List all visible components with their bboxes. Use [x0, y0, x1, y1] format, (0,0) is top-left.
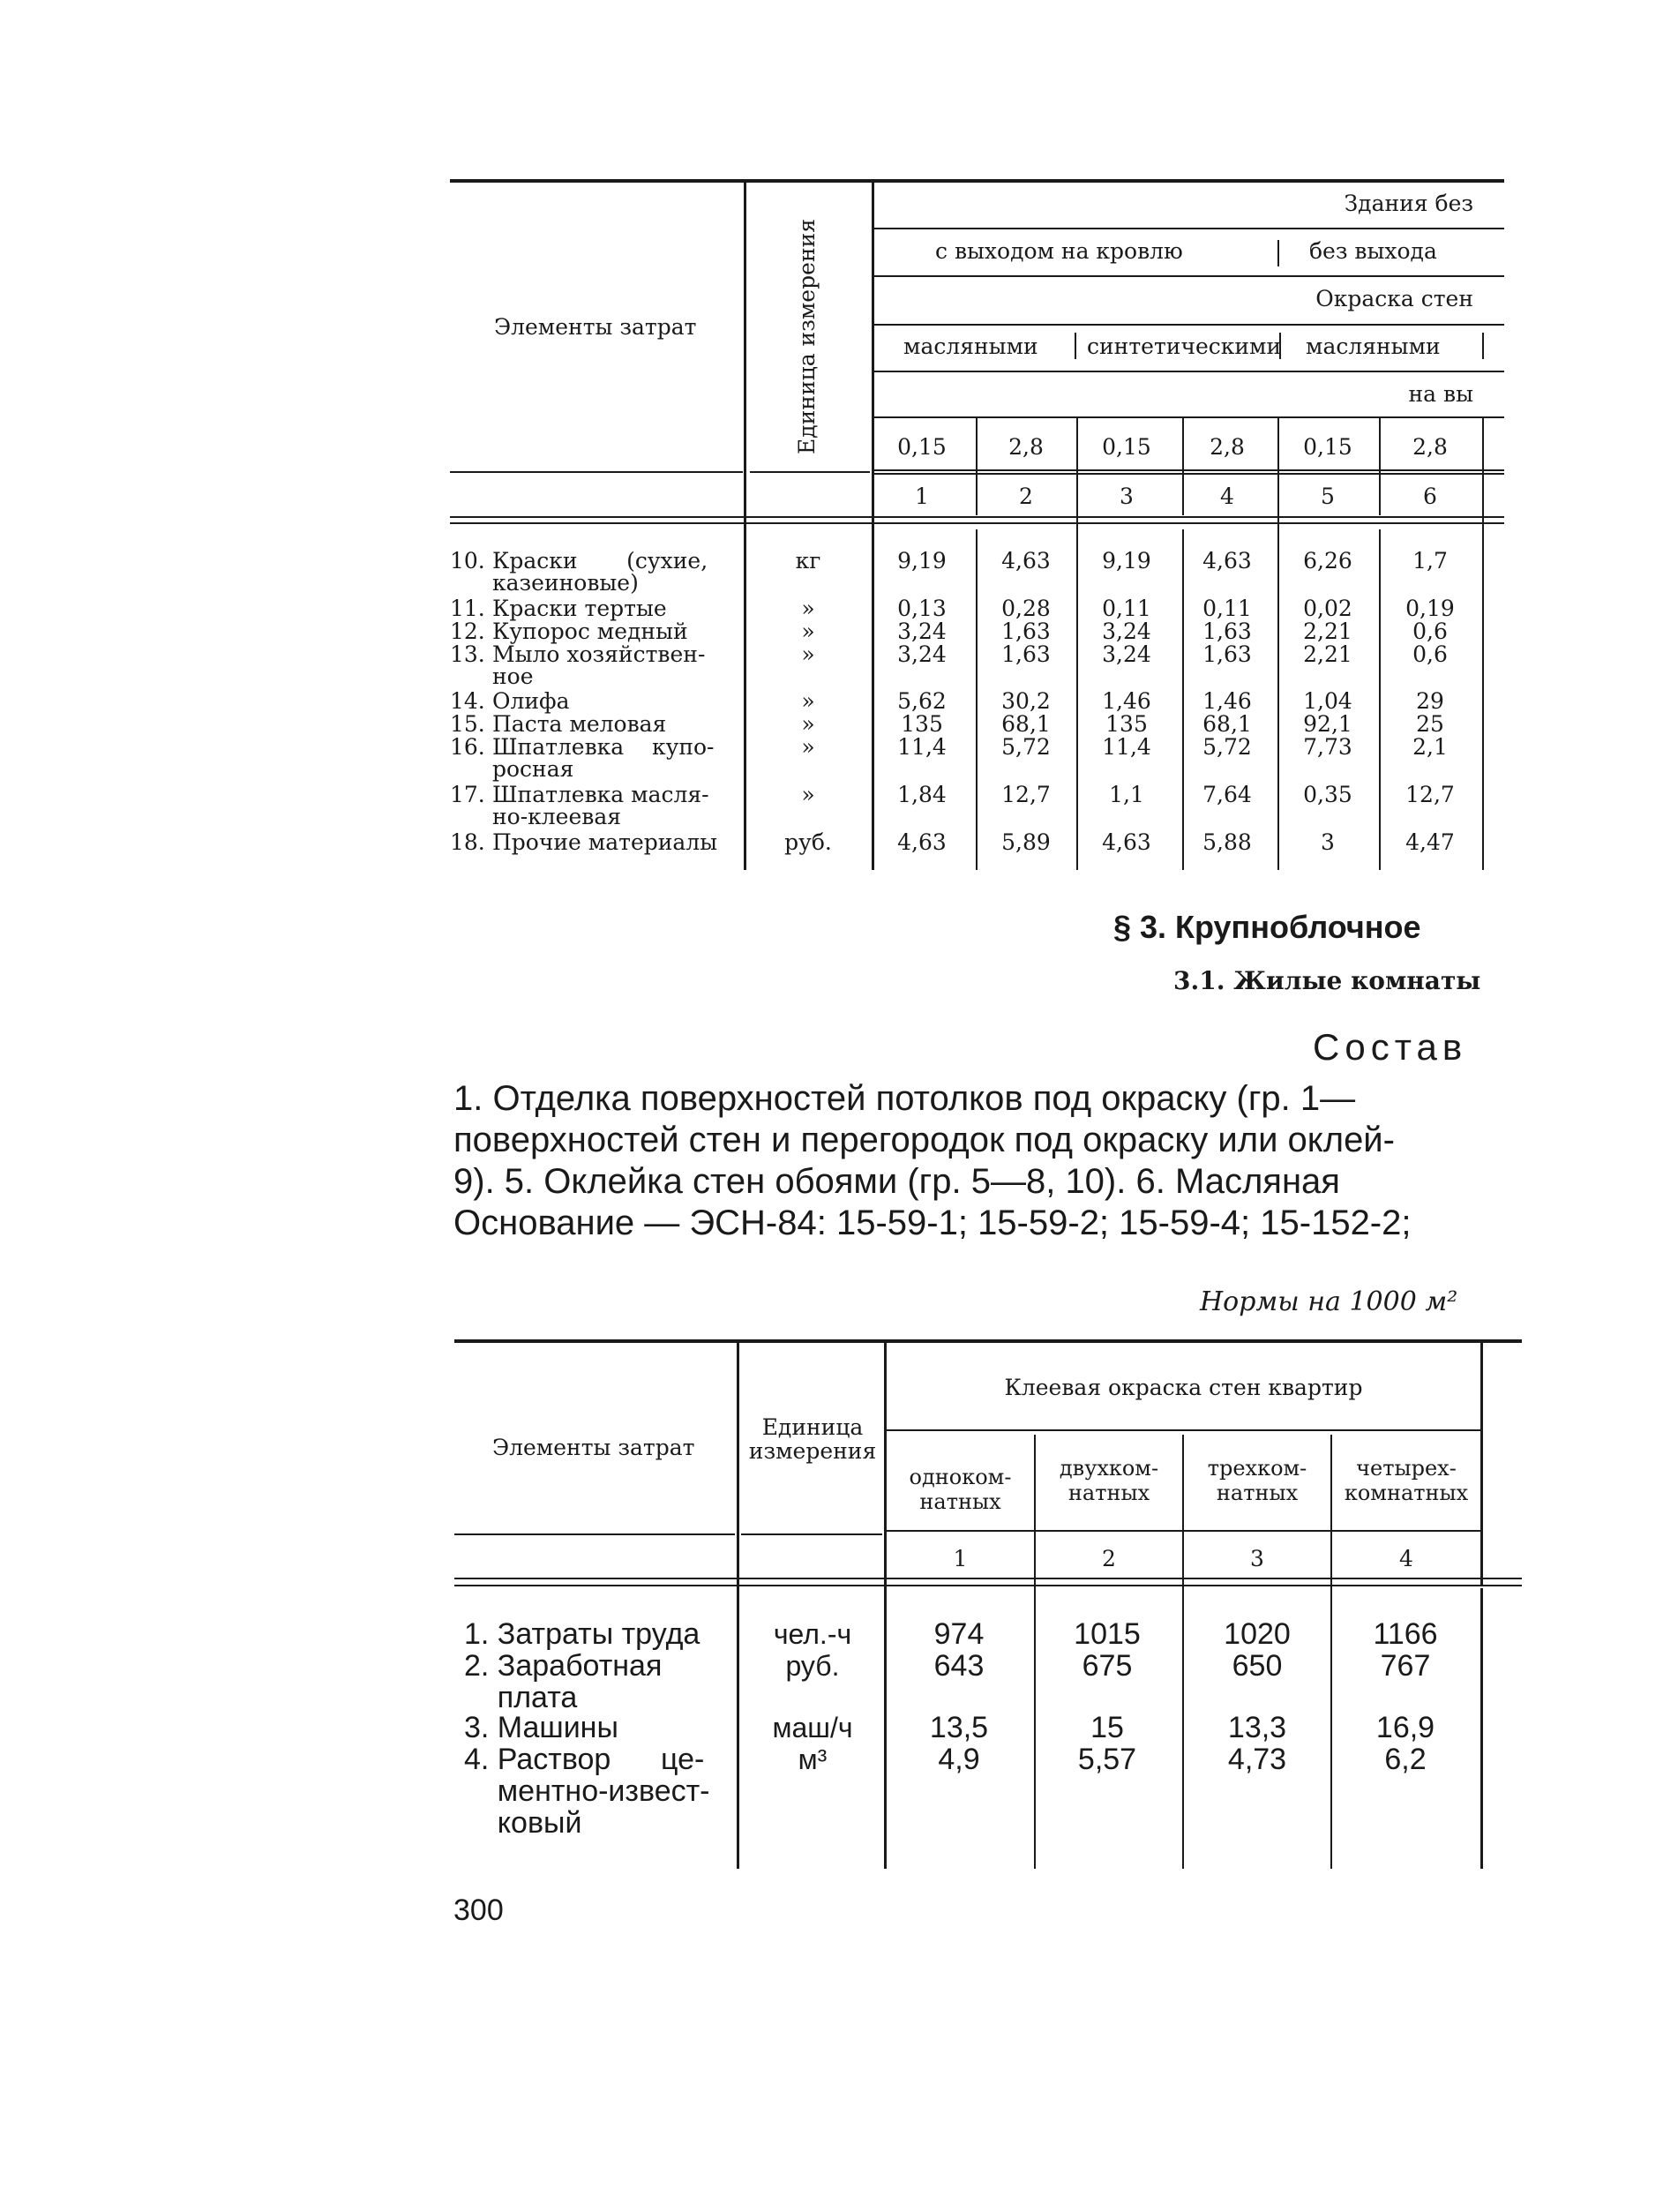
- t2-row-label: ковый: [464, 1806, 582, 1840]
- t2-row-label: 1. Затраты труда: [464, 1617, 700, 1651]
- t1-row-unit: »: [801, 782, 815, 807]
- t2-col-header: натных: [919, 1489, 1001, 1514]
- t2-cell: 1015: [1074, 1617, 1141, 1651]
- t1-oil-1: масляными: [903, 334, 1038, 359]
- t1-cell: 0,6: [1412, 641, 1448, 667]
- t1-cell: 4,63: [1202, 548, 1252, 574]
- t1-row-number: 18.: [450, 829, 485, 855]
- t1-cell: 12,7: [1405, 782, 1455, 807]
- paragraph-line: поверхностей стен и перегородок под окраску или оклей-: [453, 1121, 1395, 1159]
- t1-row-number: 16.: [450, 734, 485, 760]
- t1-cell: 1,46: [1102, 688, 1151, 714]
- paragraph-line: 9). 5. Оклейка стен обоями (гр. 5—8, 10). 6. Масляная: [453, 1162, 1340, 1201]
- t1-synthetic: синтетическими: [1087, 334, 1282, 359]
- t1-cell: 25: [1416, 711, 1444, 737]
- t2-row-label: ментно-извест-: [464, 1774, 710, 1808]
- t2-colnum: 3: [1250, 1546, 1264, 1571]
- t1-cell: 1,63: [1001, 619, 1051, 644]
- t1-cell: 1,63: [1202, 641, 1252, 667]
- t1-row-label: но-клеевая: [492, 804, 622, 829]
- t2-row-label: 2. Заработная: [464, 1649, 663, 1683]
- t1-wall-painting: Окраска стен: [1315, 286, 1473, 311]
- t1-cell: 0,13: [897, 596, 947, 621]
- t1-row-number: 10.: [450, 548, 485, 574]
- t1-subval: 2,8: [1210, 434, 1245, 460]
- t1-cell: 4,63: [897, 829, 947, 855]
- t2-cell: 16,9: [1375, 1711, 1435, 1744]
- t1-cell: 5,72: [1202, 734, 1252, 760]
- t1-oil-2: масляными: [1306, 334, 1441, 359]
- t1-row-unit: кг: [795, 548, 821, 574]
- t1-row-label: Паста меловая: [492, 711, 667, 737]
- norms-label: Нормы на 1000 м²: [1200, 1286, 1458, 1317]
- t1-cell: 0,02: [1303, 596, 1352, 621]
- t2-elements-header: Элементы затрат: [492, 1435, 695, 1460]
- t1-cell: 3,24: [897, 619, 947, 644]
- t1-cell: 7,64: [1202, 782, 1252, 807]
- t1-cell: 9,19: [897, 548, 947, 574]
- t1-subval: 2,8: [1412, 434, 1448, 460]
- t1-row-label: Шпатлевка купо-: [492, 734, 715, 760]
- t1-colnum: 4: [1220, 484, 1234, 509]
- t1-row-number: 17.: [450, 782, 485, 807]
- t2-colnum: 1: [953, 1546, 968, 1571]
- t1-colnum: 5: [1321, 484, 1335, 509]
- t2-col-header: комнатных: [1344, 1481, 1469, 1505]
- t1-unit-header: Единица измерения: [794, 219, 820, 454]
- t1-height-note: на вы: [1408, 381, 1473, 407]
- t2-col-header: натных: [1067, 1481, 1150, 1505]
- t1-subval: 0,15: [1303, 434, 1352, 460]
- t1-row-label: Шпатлевка масля-: [492, 782, 709, 807]
- t1-cell: 2,21: [1303, 619, 1352, 644]
- t2-cell: 4,73: [1227, 1743, 1287, 1776]
- t1-row-unit: руб.: [784, 829, 832, 855]
- t2-unit-header-1: Единица: [761, 1414, 864, 1440]
- t1-cell: 3,24: [1102, 619, 1151, 644]
- t1-colnum: 3: [1120, 484, 1134, 509]
- t1-elements-header: Элементы затрат: [494, 314, 697, 340]
- t1-cell: 68,1: [1202, 711, 1252, 737]
- t1-row-label: Олифа: [492, 688, 570, 714]
- t2-cell: 5,57: [1077, 1743, 1137, 1776]
- t1-row-label: Краски тертые: [492, 596, 667, 621]
- t2-unit-header-2: измерения: [748, 1438, 877, 1464]
- t1-cell: 4,63: [1102, 829, 1151, 855]
- t1-cell: 0,28: [1001, 596, 1051, 621]
- t2-colnum: 2: [1102, 1546, 1116, 1571]
- t1-cell: 29: [1416, 688, 1444, 714]
- t1-row-number: 11.: [450, 596, 485, 621]
- t2-cell: 650: [1232, 1649, 1283, 1683]
- t2-row-label: плата: [464, 1681, 578, 1714]
- t2-col-header: четырех-: [1356, 1456, 1457, 1481]
- t2-col-header: одноком-: [909, 1465, 1012, 1489]
- t1-cell: 5,72: [1001, 734, 1051, 760]
- t1-cell: 1,63: [1001, 641, 1051, 667]
- t1-cell: 4,47: [1405, 829, 1455, 855]
- t1-cell: 1,84: [897, 782, 947, 807]
- t1-row-unit: »: [801, 596, 815, 621]
- t2-col-header: трехком-: [1207, 1456, 1307, 1481]
- t1-row-number: 12.: [450, 619, 485, 644]
- section-subtitle: 3.1. Жилые комнаты: [1173, 966, 1481, 995]
- t2-row-unit: м³: [798, 1743, 828, 1775]
- t1-cell: 5,62: [897, 688, 947, 714]
- t1-cell: 92,1: [1303, 711, 1352, 737]
- t1-cell: 1,1: [1109, 782, 1144, 807]
- t1-cell: 0,11: [1202, 596, 1252, 621]
- t2-cell: 1020: [1224, 1617, 1291, 1651]
- t2-row-unit: чел.-ч: [773, 1618, 852, 1650]
- t1-colnum: 6: [1423, 484, 1437, 509]
- t1-colnum: 2: [1019, 484, 1033, 509]
- t2-col-header: двухком-: [1059, 1456, 1159, 1481]
- t1-cell: 0,19: [1405, 596, 1455, 621]
- t1-row-label: ное: [492, 664, 534, 689]
- t1-row-label: Купорос медный: [492, 619, 688, 644]
- t1-cell: 135: [1105, 711, 1148, 737]
- t1-colnum: 1: [915, 484, 929, 509]
- t2-cell: 643: [933, 1649, 985, 1683]
- t1-cell: 5,88: [1202, 829, 1252, 855]
- t1-cell: 1,04: [1303, 688, 1352, 714]
- t2-cell: 13,5: [929, 1711, 989, 1744]
- t1-subval: 0,15: [897, 434, 947, 460]
- t1-cell: 2,21: [1303, 641, 1352, 667]
- t1-row-unit: »: [801, 688, 815, 714]
- t1-cell: 1,46: [1202, 688, 1252, 714]
- t2-cell: 13,3: [1227, 1711, 1287, 1744]
- t2-row-label: 3. Машины: [464, 1711, 618, 1744]
- section-title: § 3. Крупноблочное: [1113, 909, 1421, 945]
- t1-cell: 7,73: [1303, 734, 1352, 760]
- t1-cell: 2,1: [1412, 734, 1448, 760]
- t1-cell: 3: [1321, 829, 1335, 855]
- t1-cell: 68,1: [1001, 711, 1051, 737]
- t1-cell: 12,7: [1001, 782, 1051, 807]
- t2-row-label: 4. Раствор це-: [464, 1743, 705, 1776]
- t1-subval: 2,8: [1008, 434, 1044, 460]
- composition-heading: Состав: [1313, 1026, 1468, 1068]
- paragraph-line: Основание — ЭСН-84: 15-59-1; 15-59-2; 15-59-4; 15-152-2;: [453, 1203, 1412, 1242]
- t2-cell: 675: [1082, 1649, 1133, 1683]
- t1-buildings-header: Здания без: [1344, 191, 1473, 216]
- t1-cell: 135: [901, 711, 943, 737]
- t1-cell: 0,6: [1412, 619, 1448, 644]
- t2-cell: 4,9: [938, 1743, 980, 1776]
- t1-cell: 9,19: [1102, 548, 1151, 574]
- t1-with-roof-exit: с выходом на кровлю: [935, 238, 1183, 264]
- t2-col-header: натных: [1216, 1481, 1299, 1505]
- t1-cell: 4,63: [1001, 548, 1051, 574]
- t1-cell: 11,4: [897, 734, 947, 760]
- t1-row-label: росная: [492, 756, 574, 782]
- t2-cell: 974: [933, 1617, 985, 1651]
- t1-row-unit: »: [801, 641, 815, 667]
- t1-row-unit: »: [801, 619, 815, 644]
- t1-cell: 0,11: [1102, 596, 1151, 621]
- t1-row-unit: »: [801, 734, 815, 760]
- t2-group-header: Клеевая окраска стен квартир: [1004, 1375, 1363, 1400]
- t1-without-exit: без выхода: [1309, 238, 1437, 264]
- t1-cell: 0,35: [1303, 782, 1352, 807]
- t1-cell: 3,24: [1102, 641, 1151, 667]
- t1-row-label: Мыло хозяйствен-: [492, 641, 706, 667]
- t2-cell: 6,2: [1384, 1743, 1427, 1776]
- t1-cell: 3,24: [897, 641, 947, 667]
- t1-row-label: Краски (сухие,: [492, 548, 708, 574]
- paragraph-line: 1. Отделка поверхностей потолков под окраску (гр. 1—: [453, 1079, 1356, 1118]
- t1-cell: 11,4: [1102, 734, 1151, 760]
- t1-cell: 30,2: [1001, 688, 1051, 714]
- t2-colnum: 4: [1399, 1546, 1413, 1571]
- t2-cell: 15: [1090, 1711, 1124, 1744]
- t1-row-label: Прочие материалы: [492, 829, 718, 855]
- t1-row-number: 14.: [450, 688, 485, 714]
- t2-cell: 767: [1380, 1649, 1431, 1683]
- t1-row-unit: »: [801, 711, 815, 737]
- t1-row-label: казеиновые): [492, 570, 639, 596]
- t1-cell: 1,7: [1412, 548, 1448, 574]
- t1-row-number: 15.: [450, 711, 485, 737]
- t1-cell: 5,89: [1001, 829, 1051, 855]
- page-number: 300: [453, 1893, 504, 1927]
- t2-row-unit: руб.: [785, 1650, 840, 1682]
- t1-row-number: 13.: [450, 641, 485, 667]
- t2-cell: 1166: [1373, 1617, 1438, 1651]
- t1-cell: 1,63: [1202, 619, 1252, 644]
- t1-cell: 6,26: [1303, 548, 1352, 574]
- t2-row-unit: маш/ч: [772, 1712, 853, 1743]
- t1-subval: 0,15: [1102, 434, 1151, 460]
